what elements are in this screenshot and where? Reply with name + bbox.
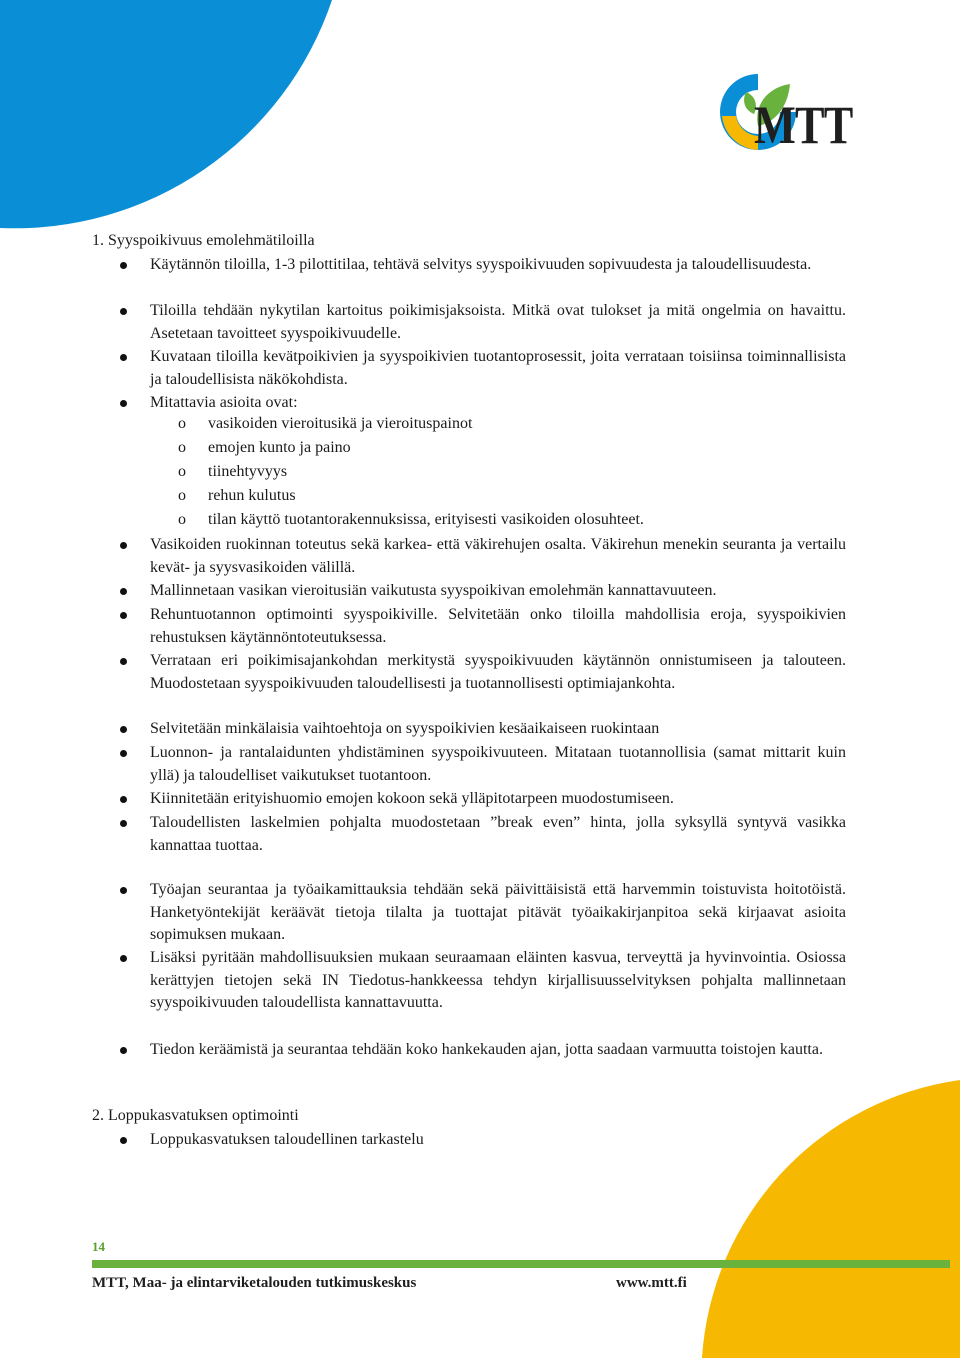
sub-bullet-marker: o	[178, 439, 186, 456]
bullet-marker	[120, 1137, 127, 1144]
mtt-logo-text: MTT	[754, 95, 853, 155]
bullet-marker	[120, 658, 127, 665]
bullet-marker	[120, 887, 127, 894]
list-item: Rehuntuotannon optimointi syyspoikiville. Selvitetään onko tiloilla mahdollisia eroja, syyspoikivien rehustuksen käytännöntoteutuksessa.	[150, 606, 846, 646]
bullet-marker	[120, 726, 127, 733]
bullet-marker	[120, 262, 127, 269]
list-item: Tiedon keräämistä ja seurantaa tehdään koko hankekauden ajan, jotta saadaan varmuutta toistojen kautta.	[150, 1041, 823, 1058]
bullet-marker	[120, 542, 127, 549]
footer-website-link[interactable]: www.mtt.fi	[616, 1275, 687, 1291]
sub-list-item: tiinehtyvyys	[208, 463, 288, 480]
bullet-marker	[120, 588, 127, 595]
bullet-marker	[120, 955, 127, 962]
list-item: Taloudellisten laskelmien pohjalta muodostetaan ”break even” hinta, jolla syksyllä syntyvä vasikka kannattaa tuottaa.	[150, 814, 846, 854]
section-2-heading: 2. Loppukasvatuksen optimointi	[92, 1107, 299, 1124]
sub-list-item: rehun kulutus	[208, 487, 296, 504]
list-item: Mallinnetaan vasikan vieroitusiän vaikutusta syyspoikivan emolehmän kannattavuuteen.	[150, 582, 717, 599]
list-item: Käytännön tiloilla, 1-3 pilottitilaa, tehtävä selvitys syyspoikivuuden sopivuudesta ja taloudellisuudesta.	[150, 256, 812, 273]
section-1-heading: 1. Syyspoikivuus emolehmätiloilla	[92, 232, 315, 249]
list-item: Kuvataan tiloilla kevätpoikivien ja syyspoikivien tuotantoprosessit, joita verrataan toisiinsa toiminnallisista ja taloudellisista näkökohdista.	[150, 348, 846, 388]
sub-bullet-marker: o	[178, 487, 186, 504]
bullet-marker	[120, 820, 127, 827]
list-item: Selvitetään minkälaisia vaihtoehtoja on syyspoikivien kesäaikaiseen ruokintaan	[150, 720, 660, 737]
bullet-marker	[120, 612, 127, 619]
list-item: Kiinnitetään erityishuomio emojen kokoon sekä ylläpitotarpeen muodostumiseen.	[150, 790, 674, 807]
sub-bullet-marker: o	[178, 463, 186, 480]
footer-organization: MTT, Maa- ja elintarviketalouden tutkimuskeskus	[92, 1275, 417, 1291]
page-number: 14	[92, 1239, 105, 1254]
list-item: Luonnon- ja rantalaidunten yhdistäminen syyspoikivuuteen. Mitataan tuotannollisia (samat mittarit kuin yllä) ja taloudelliset vaikutukset tuotantoon.	[150, 744, 846, 784]
bullet-marker	[120, 400, 127, 407]
sub-list-item: vasikoiden vieroitusikä ja vieroituspainot	[208, 415, 473, 432]
bullet-marker	[120, 354, 127, 361]
list-item: Vasikoiden ruokinnan toteutus sekä karkea- että väkirehujen osalta. Väkirehun menekin seuranta ja vertailu kevät- ja syysvasikoiden välillä.	[150, 536, 846, 576]
bullet-marker	[120, 796, 127, 803]
sub-bullet-marker: o	[178, 415, 186, 432]
sub-list-item: emojen kunto ja paino	[208, 439, 351, 456]
sub-list-item: tilan käyttö tuotantorakennuksissa, erityisesti vasikoiden olosuhteet.	[208, 511, 644, 528]
list-item: Loppukasvatuksen taloudellinen tarkastelu	[150, 1131, 424, 1148]
list-item: Mitattavia asioita ovat:	[150, 394, 298, 411]
sub-bullet-marker: o	[178, 511, 186, 528]
list-item: Työajan seurantaa ja työaikamittauksia tehdään sekä päivittäisistä että harvemmin toistuvista hoitotöistä. Hanketyöntekijät keräävät tietoja tilalta ja tuottajat pitävät työaikakirjanpitoa sekä kirjaavat asioita sopimuksen mukaan.	[150, 881, 846, 943]
yellow-corner-arc	[702, 1080, 960, 1358]
bullet-marker	[120, 1047, 127, 1054]
list-item: Lisäksi pyritään mahdollisuuksien mukaan seuraamaan eläinten kasvua, terveyttä ja hyvinvointia. Osiossa kerättyjen tietojen sekä IN Tiedotus-hankkeessa tehdyn kirjallisuusselvityksen pohjalta mallinnetaan syyspoikivuuden taloudellista kannattavuutta.	[150, 949, 846, 1011]
list-item: Tiloilla tehdään nykytilan kartoitus poikimisjaksoista. Mitkä ovat tulokset ja mitä ongelmia on havaittu. Asetetaan tavoitteet syyspoikivuudelle.	[150, 302, 846, 342]
bullet-marker	[120, 308, 127, 315]
list-item: Verrataan eri poikimisajankohdan merkitystä syyspoikivuuden käytännön onnistumiseen ja talouteen. Muodostetaan syyspoikivuuden taloudellisesti ja tuotannollisesti optimiajankohta.	[150, 652, 846, 692]
footer-rule	[92, 1260, 950, 1268]
bullet-marker	[120, 750, 127, 757]
blue-corner-arc	[0, 0, 332, 228]
